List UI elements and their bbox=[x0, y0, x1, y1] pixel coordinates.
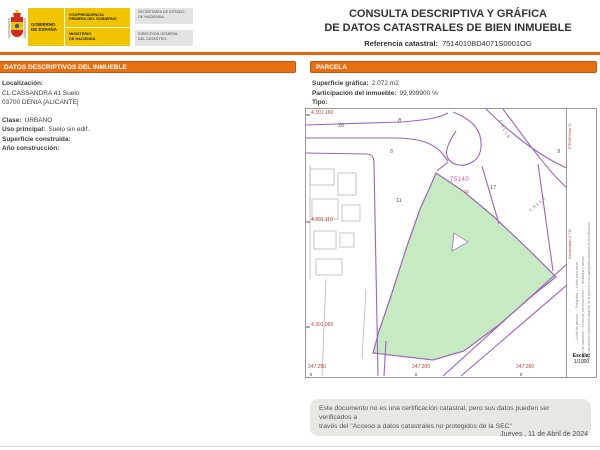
ministry-labels bbox=[64, 8, 130, 46]
reference-label: Referencia catastral: bbox=[364, 39, 439, 48]
reference-value: 7514010BD4071S0001OG bbox=[442, 39, 532, 48]
house-number-8: 8 bbox=[398, 118, 402, 124]
gobierno-de-espana-logo bbox=[6, 8, 193, 46]
legend-items-col2: — Límite de manzana — Límite de construcciones ···· Mobiliario y aceras bbox=[582, 256, 586, 364]
crs-label-mid: Coordenadas U.T.M. bbox=[569, 228, 573, 259]
cadastral-map bbox=[306, 109, 567, 377]
superficie-grafica-value: 2.072 m2 bbox=[371, 80, 399, 87]
ministerio-hacienda-label: MINISTERIO DE HACIENDA bbox=[65, 27, 130, 47]
secretaria-direccion-labels bbox=[135, 8, 193, 46]
spacer bbox=[2, 108, 292, 116]
inmueble-data-panel bbox=[2, 79, 292, 154]
vicepresidencia-label: VICEPRESIDENCIA PRIMERA DEL GOBIERNO bbox=[69, 12, 117, 22]
document-date: Jueves , 11 de Abril de 2024 bbox=[500, 431, 588, 438]
house-number-9: 9 bbox=[557, 149, 561, 155]
legend-note: Este documento muestra la situación de la parcela en la cartografía catastral de la edificación bbox=[588, 222, 592, 359]
superficie-grafica-row: Superficie gráfica: 2.072 m2 bbox=[312, 80, 399, 87]
disclaimer-line-2: través del "Acceso a datos catastrales no protegidos de la SEC" bbox=[319, 423, 512, 430]
disclaimer-line-1: Este documento no es una certificación catastral, pero sus datos pueden ser verificados a bbox=[319, 405, 550, 421]
house-number-20: 20 bbox=[338, 123, 345, 129]
manzana-number: 75140 bbox=[450, 177, 470, 183]
page-bottom-rule bbox=[0, 446, 600, 447]
section-header-parcela: PARCELA bbox=[310, 61, 597, 73]
house-number-6: 6 bbox=[390, 149, 394, 155]
utm-x-label-1: 247.250 bbox=[308, 364, 327, 370]
title-line-1: CONSULTA DESCRIPTIVA Y GRÁFICA bbox=[348, 8, 547, 20]
address-line-1: CL CASSANDRA 41 Suelo bbox=[2, 89, 80, 97]
clase-row: Clase: URBANO bbox=[2, 116, 53, 124]
utm-x-label-3: 247.350 bbox=[516, 364, 535, 370]
spain-coat-of-arms-icon bbox=[6, 8, 28, 46]
title-line-2: DE DATOS CATASTRALES DE BIEN INMUEBLE bbox=[324, 22, 572, 34]
uso-value: Suelo sin edif. bbox=[48, 126, 90, 133]
scale-label: Escala: bbox=[572, 353, 591, 359]
cadastral-map-frame bbox=[305, 108, 597, 378]
scale-value: 1/1000 bbox=[573, 359, 590, 365]
cadastral-reference bbox=[300, 39, 596, 48]
parcel-map-drawing bbox=[306, 109, 567, 377]
coat-of-arms-graphic bbox=[7, 10, 27, 44]
participacion-value: 99,999900 % bbox=[399, 89, 438, 97]
direccion-catastro-label: DIRECCIÓN GENERAL DEL CATASTRO bbox=[135, 30, 193, 46]
map-legend-strip bbox=[567, 109, 596, 377]
document-title bbox=[300, 7, 596, 48]
map-scale bbox=[567, 353, 596, 365]
parcel-number-11: 11 bbox=[396, 198, 402, 204]
parcel-number-17: 17 bbox=[490, 185, 497, 191]
section-header-inmueble: DATOS DESCRIPTIVOS DEL INMUEBLE bbox=[0, 61, 296, 73]
utm-y-label-3: 4.301.060 bbox=[311, 322, 334, 328]
crs-label-top: ETRS89 Huso 31 bbox=[569, 123, 573, 149]
address-line-2: 03700 DENIA [ALICANTE] bbox=[2, 99, 79, 106]
superficie-construida-row: Superficie construida: bbox=[2, 135, 71, 143]
header-divider-rule bbox=[0, 52, 600, 55]
subject-parcel-number: 10 bbox=[464, 189, 470, 194]
street-name-top: CALLE bbox=[497, 119, 513, 141]
localizacion-label-row: Localización: bbox=[2, 80, 44, 87]
uso-row: Uso principal: Suelo sin edif. bbox=[2, 126, 90, 133]
utm-y-label-1: 4.301.160 bbox=[311, 110, 334, 116]
clase-value: URBANO bbox=[24, 116, 53, 124]
legend-items-col1: — Límite de parcela ···· Fotografía — Límite zona verde bbox=[576, 261, 580, 344]
participacion-row: Participación del inmueble: 99,999900 % bbox=[312, 89, 438, 97]
anio-construccion-row: Año construcción: bbox=[2, 145, 60, 152]
utm-y-label-2: 4.301.110 bbox=[311, 217, 333, 223]
parcela-data-panel bbox=[312, 79, 592, 108]
utm-x-label-2: 247.300 bbox=[412, 364, 431, 370]
street-name-diagonal: CALLE bbox=[528, 194, 548, 213]
secretaria-estado-label: SECRETARÍA DE ESTADO DE HACIENDA bbox=[135, 8, 193, 24]
gobierno-label: GOBIERNO DE ESPAÑA bbox=[28, 8, 64, 46]
tipo-row: Tipo: bbox=[312, 99, 328, 106]
